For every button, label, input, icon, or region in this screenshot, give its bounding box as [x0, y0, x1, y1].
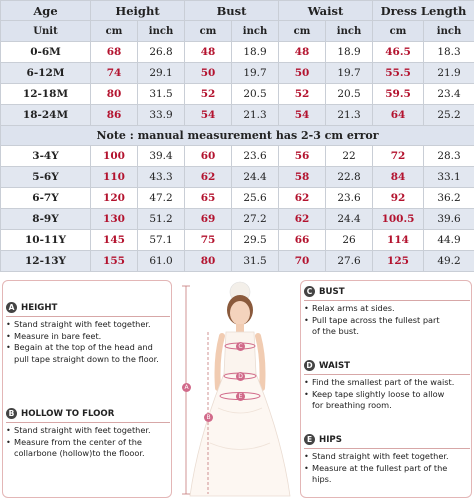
inch-cell: 25.2 [424, 105, 474, 126]
inch-cell: 18.9 [232, 42, 279, 63]
inch-cell: 26.8 [138, 42, 185, 63]
inch-cell: 21.3 [232, 105, 279, 126]
unit-cell: inch [232, 21, 279, 42]
cm-cell: 60 [185, 146, 232, 167]
inch-cell: 39.6 [424, 209, 474, 230]
inch-cell: 21.9 [424, 63, 474, 84]
inch-cell: 29.5 [232, 230, 279, 251]
cm-cell: 110 [91, 167, 138, 188]
figure-label-d: D [236, 372, 245, 381]
age-cell: 18-24M [1, 105, 91, 126]
badge-d-icon: D [304, 360, 315, 371]
badge-b-icon: B [6, 408, 17, 419]
cm-cell: 50 [279, 63, 326, 84]
age-cell: 8-9Y [1, 209, 91, 230]
figure-label-b: B [204, 413, 213, 422]
table-row [1, 84, 474, 105]
cm-cell: 62 [279, 188, 326, 209]
guide-height [6, 300, 170, 365]
inch-cell: 27.2 [232, 209, 279, 230]
inch-cell: 49.2 [424, 251, 474, 272]
guide-height-title: HEIGHT [21, 302, 58, 313]
inch-cell: 33.9 [138, 105, 185, 126]
header-bust: Bust [185, 1, 279, 21]
badge-a-icon: A [6, 302, 17, 313]
cm-cell: 69 [185, 209, 232, 230]
inch-cell: 24.4 [232, 167, 279, 188]
age-cell: 3-4Y [1, 146, 91, 167]
inch-cell: 47.2 [138, 188, 185, 209]
cm-cell: 64 [373, 105, 424, 126]
table-row [1, 188, 474, 209]
table-row [1, 42, 474, 63]
age-cell: 10-11Y [1, 230, 91, 251]
cm-cell: 58 [279, 167, 326, 188]
header-height: Height [91, 1, 185, 21]
cm-cell: 52 [279, 84, 326, 105]
model-illustration [178, 278, 298, 500]
cm-cell: 80 [91, 84, 138, 105]
unit-cell: cm [185, 21, 232, 42]
table-row [1, 63, 474, 84]
unit-cell: cm [91, 21, 138, 42]
divider [304, 448, 470, 449]
cm-cell: 100 [91, 146, 138, 167]
girl-in-dress-icon [178, 278, 298, 500]
inch-cell: 27.6 [326, 251, 373, 272]
cm-cell: 130 [91, 209, 138, 230]
list-item: • Begain at the top of the head and [6, 342, 153, 353]
cm-cell: 70 [279, 251, 326, 272]
cm-cell: 80 [185, 251, 232, 272]
list-item: of the bust. [312, 326, 359, 337]
age-cell: 5-6Y [1, 167, 91, 188]
cm-cell: 74 [91, 63, 138, 84]
cm-cell: 50 [185, 63, 232, 84]
note-row [1, 126, 474, 146]
inch-cell: 57.1 [138, 230, 185, 251]
unit-cell: inch [424, 21, 474, 42]
figure-label-a: A [182, 383, 191, 392]
cm-cell: 114 [373, 230, 424, 251]
divider [6, 316, 170, 317]
cm-cell: 155 [91, 251, 138, 272]
guide-bust [304, 284, 470, 338]
unit-cell: inch [326, 21, 373, 42]
cm-cell: 125 [373, 251, 424, 272]
cm-cell: 55.5 [373, 63, 424, 84]
unit-cell: Unit [1, 21, 91, 42]
list-item: • Find the smallest part of the waist. [304, 377, 455, 387]
inch-cell: 22.8 [326, 167, 373, 188]
header-waist: Waist [279, 1, 373, 21]
inch-cell: 25.6 [232, 188, 279, 209]
divider [304, 300, 470, 301]
cm-cell: 56 [279, 146, 326, 167]
cm-cell: 75 [185, 230, 232, 251]
guide-bust-title: BUST [319, 286, 345, 297]
header-age: Age [1, 1, 91, 21]
cm-cell: 54 [279, 105, 326, 126]
inch-cell: 23.6 [326, 188, 373, 209]
list-item: • Measure at the fullest part of the [304, 462, 448, 473]
cm-cell: 48 [279, 42, 326, 63]
list-item: • Stand straight with feet together. [6, 319, 151, 329]
guide-hollow-title: HOLLOW TO FLOOR [21, 408, 115, 419]
badge-e-icon: E [304, 434, 315, 445]
table-row [1, 146, 474, 167]
age-cell: 6-12M [1, 63, 91, 84]
inch-cell: 28.3 [424, 146, 474, 167]
cm-cell: 52 [185, 84, 232, 105]
cm-cell: 48 [185, 42, 232, 63]
age-cell: 12-18M [1, 84, 91, 105]
inch-cell: 19.7 [232, 63, 279, 84]
unit-cell: cm [373, 21, 424, 42]
age-cell: 6-7Y [1, 188, 91, 209]
table-row [1, 167, 474, 188]
cm-cell: 62 [279, 209, 326, 230]
inch-cell: 20.5 [232, 84, 279, 105]
guide-hips [304, 432, 470, 486]
measurement-note: Note : manual measurement has 2-3 cm error [1, 126, 474, 146]
age-cell: 12-13Y [1, 251, 91, 272]
guide-waist-title: WAIST [319, 360, 350, 371]
inch-cell: 26 [326, 230, 373, 251]
inch-cell: 24.4 [326, 209, 373, 230]
header-row [1, 1, 474, 21]
cm-cell: 84 [373, 167, 424, 188]
age-cell: 0-6M [1, 42, 91, 63]
inch-cell: 23.4 [424, 84, 474, 105]
inch-cell: 36.2 [424, 188, 474, 209]
list-item: collarbone (hollow)to the flooor. [14, 448, 145, 459]
cm-cell: 120 [91, 188, 138, 209]
size-chart-body [1, 1, 474, 272]
inch-cell: 21.3 [326, 105, 373, 126]
inch-cell: 19.7 [326, 63, 373, 84]
cm-cell: 59.5 [373, 84, 424, 105]
list-item: • Stand straight with feet together. [6, 425, 151, 435]
figure-label-c: C [236, 342, 245, 351]
cm-cell: 62 [185, 167, 232, 188]
inch-cell: 29.1 [138, 63, 185, 84]
list-item: for breathing room. [312, 400, 392, 411]
inch-cell: 20.5 [326, 84, 373, 105]
inch-cell: 18.9 [326, 42, 373, 63]
list-item: • Pull tape across the fullest part [304, 314, 440, 325]
guide-waist [304, 358, 470, 412]
table-row [1, 209, 474, 230]
divider [6, 422, 170, 423]
inch-cell: 22 [326, 146, 373, 167]
cm-cell: 68 [91, 42, 138, 63]
guide-hollow-to-floor [6, 406, 170, 460]
inch-cell: 23.6 [232, 146, 279, 167]
list-item: • Measure in bare feet. [6, 330, 102, 341]
cm-cell: 72 [373, 146, 424, 167]
figure-label-e: E [236, 392, 245, 401]
inch-cell: 39.4 [138, 146, 185, 167]
unit-cell: inch [138, 21, 185, 42]
inch-cell: 51.2 [138, 209, 185, 230]
list-item: • Stand straight with feet together. [304, 451, 449, 461]
cm-cell: 65 [185, 188, 232, 209]
table-row [1, 230, 474, 251]
divider [304, 374, 470, 375]
list-item: hips. [312, 474, 332, 485]
guide-hips-title: HIPS [319, 434, 342, 445]
inch-cell: 18.3 [424, 42, 474, 63]
unit-row [1, 21, 474, 42]
cm-cell: 145 [91, 230, 138, 251]
table-row [1, 251, 474, 272]
list-item: pull tape straight down to the floor. [14, 353, 159, 364]
inch-cell: 31.5 [138, 84, 185, 105]
cm-cell: 100.5 [373, 209, 424, 230]
cm-cell: 86 [91, 105, 138, 126]
unit-cell: cm [279, 21, 326, 42]
cm-cell: 66 [279, 230, 326, 251]
list-item: • Measure from the center of the [6, 436, 142, 447]
table-row [1, 105, 474, 126]
inch-cell: 33.1 [424, 167, 474, 188]
cm-cell: 46.5 [373, 42, 424, 63]
inch-cell: 61.0 [138, 251, 185, 272]
list-item: • Relax arms at sides. [304, 303, 395, 313]
badge-c-icon: C [304, 286, 315, 297]
inch-cell: 44.9 [424, 230, 474, 251]
header-dress-length: Dress Length [373, 1, 474, 21]
cm-cell: 54 [185, 105, 232, 126]
list-item: • Keep tape slightly loose to allow [304, 388, 445, 399]
cm-cell: 92 [373, 188, 424, 209]
inch-cell: 31.5 [232, 251, 279, 272]
inch-cell: 43.3 [138, 167, 185, 188]
